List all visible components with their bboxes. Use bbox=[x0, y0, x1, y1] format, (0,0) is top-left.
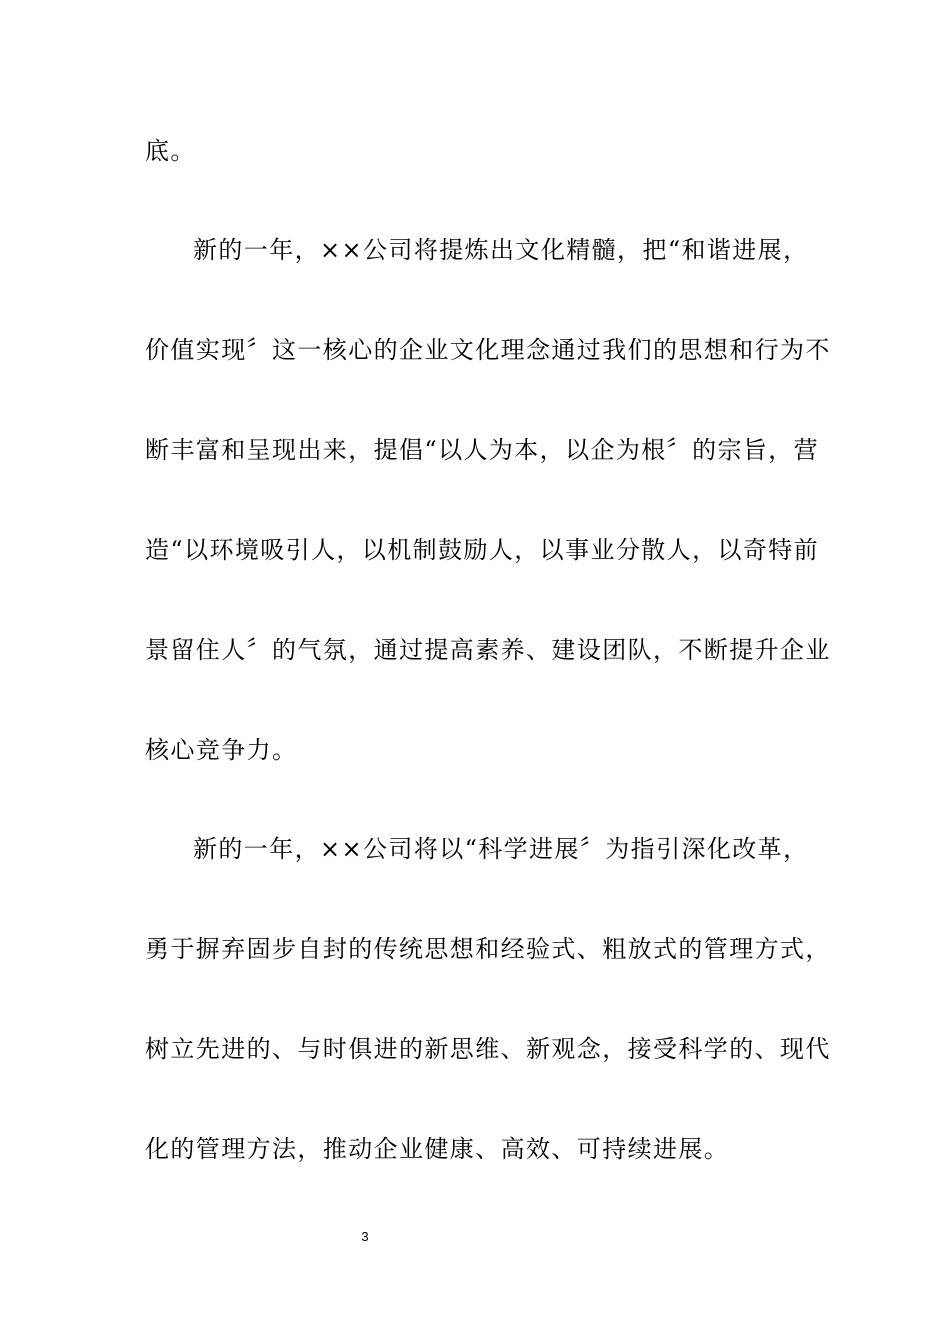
text-line: 断丰富和呈现出来，提倡“以人为本，以企为根〞的宗旨，营 bbox=[145, 436, 820, 464]
page-number: 3 bbox=[361, 1229, 369, 1244]
text-line: 勇于摒弃固步自封的传统思想和经验式、粗放式的管理方式， bbox=[145, 935, 831, 963]
text-line: 树立先进的、与时俱进的新思维、新观念，接受科学的、现代 bbox=[145, 1035, 831, 1063]
text-line: 造“以环境吸引人，以机制鼓励人，以事业分散人，以奇特前 bbox=[145, 536, 820, 564]
text-line: 景留住人〞的气氛，通过提高素养、建设团队，不断提升企业 bbox=[145, 636, 831, 664]
text-line: 价值实现〞这一核心的企业文化理念通过我们的思想和行为不 bbox=[145, 336, 831, 364]
paragraph-first-line: 新的一年，××公司将提炼出文化精髓，把“和谐进展， bbox=[193, 236, 809, 264]
text-line: 底。 bbox=[145, 137, 196, 165]
text-line: 化的管理方法，推动企业健康、高效、可持续进展。 bbox=[145, 1135, 730, 1163]
text-line: 核心竞争力。 bbox=[145, 736, 298, 764]
paragraph-first-line: 新的一年，××公司将以“科学进展〞为指引深化改革， bbox=[193, 835, 809, 863]
